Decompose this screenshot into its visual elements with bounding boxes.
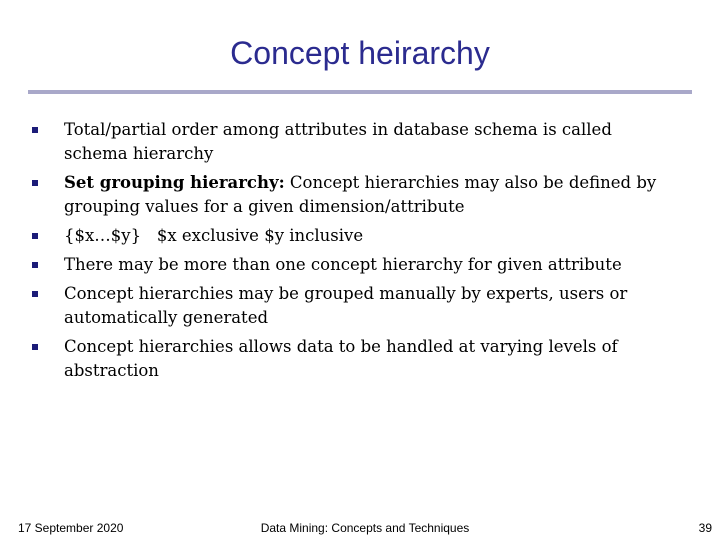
bullet-text: Concept hierarchies may be grouped manually by experts, users or automatically generated [64,284,628,327]
bullet-text: There may be more than one concept hierarchy for given attribute [64,255,622,274]
bullet-item [0,171,720,219]
square-bullet-icon [32,262,38,268]
bullet-text: Concept hierarchies may also be defined by grouping values for a given dimension/attribute [64,173,657,216]
bullet-item [0,118,720,166]
bullet-list [0,118,720,388]
page-number: 39 [698,521,712,535]
footer-date: 17 September 2020 [18,521,124,535]
square-bullet-icon [32,291,38,297]
square-bullet-icon [32,233,38,239]
slide-title: Concept heirarchy [230,35,490,71]
bullet-text: Concept hierarchies allows data to be handled at varying levels of abstraction [64,337,618,380]
bullet-text: Total/partial order among attributes in database schema is called schema hierarchy [64,120,612,163]
square-bullet-icon [32,344,38,350]
bullet-item [0,282,720,330]
square-bullet-icon [32,127,38,133]
footer-title: Data Mining: Concepts and Techniques [260,521,470,535]
bullet-item [0,224,720,248]
bullet-item [0,253,720,277]
bullet-item [0,335,720,383]
bullet-bold-lead: Set grouping hierarchy: [64,173,285,192]
square-bullet-icon [32,180,38,186]
title-divider [28,90,692,94]
bullet-text: {$x…$y} $x exclusive $y inclusive [64,226,364,245]
